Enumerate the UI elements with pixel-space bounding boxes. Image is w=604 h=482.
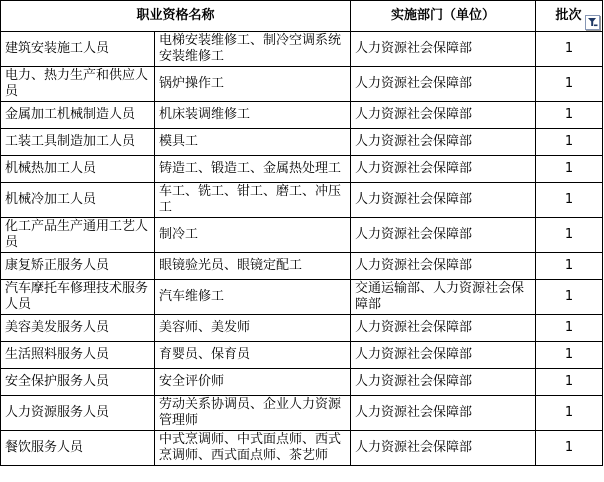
- table-row: [1, 315, 603, 342]
- header-row: [1, 1, 603, 32]
- cell-qualification[interactable]: 制冷工: [155, 218, 351, 253]
- cell-category[interactable]: 生活照料服务人员: [1, 342, 155, 369]
- cell-department[interactable]: 人力资源社会保障部: [351, 67, 536, 102]
- table-row: [1, 183, 603, 218]
- cell-department[interactable]: 人力资源社会保障部: [351, 342, 536, 369]
- cell-department[interactable]: 交通运输部、人力资源社会保障部: [351, 280, 536, 315]
- cell-batch[interactable]: 1: [536, 67, 603, 102]
- table-row: [1, 102, 603, 129]
- cell-category[interactable]: 建筑安装施工人员: [1, 32, 155, 67]
- autofilter-funnel-icon[interactable]: [585, 15, 600, 30]
- cell-batch[interactable]: 1: [536, 129, 603, 156]
- cell-batch[interactable]: 1: [536, 342, 603, 369]
- cell-qualification[interactable]: 模具工: [155, 129, 351, 156]
- cell-category[interactable]: 工装工具制造加工人员: [1, 129, 155, 156]
- cell-batch[interactable]: 1: [536, 315, 603, 342]
- cell-department[interactable]: 人力资源社会保障部: [351, 218, 536, 253]
- cell-department[interactable]: 人力资源社会保障部: [351, 315, 536, 342]
- cell-department[interactable]: 人力资源社会保障部: [351, 253, 536, 280]
- cell-qualification[interactable]: 美容师、美发师: [155, 315, 351, 342]
- table-row: [1, 32, 603, 67]
- cell-batch[interactable]: 1: [536, 396, 603, 431]
- cell-category[interactable]: 康复矫正服务人员: [1, 253, 155, 280]
- cell-qualification[interactable]: 铸造工、锻造工、金属热处理工: [155, 156, 351, 183]
- table-row: [1, 218, 603, 253]
- table-row: [1, 253, 603, 280]
- cell-category[interactable]: 安全保护服务人员: [1, 369, 155, 396]
- cell-category[interactable]: 机械冷加工人员: [1, 183, 155, 218]
- cell-department[interactable]: 人力资源社会保障部: [351, 396, 536, 431]
- table-row: [1, 342, 603, 369]
- cell-category[interactable]: 美容美发服务人员: [1, 315, 155, 342]
- header-batch: [536, 1, 603, 32]
- cell-qualification[interactable]: 中式烹调师、中式面点师、西式烹调师、西式面点师、茶艺师: [155, 431, 351, 466]
- cell-department[interactable]: 人力资源社会保障部: [351, 431, 536, 466]
- cell-department[interactable]: 人力资源社会保障部: [351, 369, 536, 396]
- table-row: [1, 156, 603, 183]
- cell-category[interactable]: 人力资源服务人员: [1, 396, 155, 431]
- cell-department[interactable]: 人力资源社会保障部: [351, 102, 536, 129]
- header-qualification-name: 职业资格名称: [1, 1, 351, 32]
- cell-qualification[interactable]: 车工、铣工、钳工、磨工、冲压工: [155, 183, 351, 218]
- cell-department[interactable]: 人力资源社会保障部: [351, 129, 536, 156]
- cell-batch[interactable]: 1: [536, 156, 603, 183]
- cell-qualification[interactable]: 安全评价师: [155, 369, 351, 396]
- table-body: [1, 32, 603, 466]
- cell-qualification[interactable]: 机床装调维修工: [155, 102, 351, 129]
- table-row: [1, 280, 603, 315]
- cell-qualification[interactable]: 劳动关系协调员、企业人力资源管理师: [155, 396, 351, 431]
- cell-category[interactable]: 汽车摩托车修理技术服务人员: [1, 280, 155, 315]
- cell-batch[interactable]: 1: [536, 102, 603, 129]
- header-department: 实施部门（单位）: [351, 1, 536, 32]
- cell-batch[interactable]: 1: [536, 280, 603, 315]
- cell-qualification[interactable]: 育婴员、保育员: [155, 342, 351, 369]
- table-row: [1, 396, 603, 431]
- cell-batch[interactable]: 1: [536, 183, 603, 218]
- cell-category[interactable]: 电力、热力生产和供应人员: [1, 67, 155, 102]
- cell-qualification[interactable]: 眼镜验光员、眼镜定配工: [155, 253, 351, 280]
- cell-department[interactable]: 人力资源社会保障部: [351, 156, 536, 183]
- table-row: [1, 369, 603, 396]
- cell-category[interactable]: 餐饮服务人员: [1, 431, 155, 466]
- cell-qualification[interactable]: 电梯安装维修工、制冷空调系统安装维修工: [155, 32, 351, 67]
- cell-qualification[interactable]: 汽车维修工: [155, 280, 351, 315]
- table-row: [1, 67, 603, 102]
- cell-batch[interactable]: 1: [536, 369, 603, 396]
- table-row: [1, 129, 603, 156]
- cell-department[interactable]: 人力资源社会保障部: [351, 32, 536, 67]
- cell-category[interactable]: 化工产品生产通用工艺人员: [1, 218, 155, 253]
- table-row: [1, 431, 603, 466]
- cell-batch[interactable]: 1: [536, 218, 603, 253]
- cell-qualification[interactable]: 锅炉操作工: [155, 67, 351, 102]
- cell-batch[interactable]: 1: [536, 32, 603, 67]
- header-batch-label: 批次: [555, 8, 582, 23]
- cell-category[interactable]: 金属加工机械制造人员: [1, 102, 155, 129]
- cell-batch[interactable]: 1: [536, 253, 603, 280]
- cell-category[interactable]: 机械热加工人员: [1, 156, 155, 183]
- cell-batch[interactable]: 1: [536, 431, 603, 466]
- cell-department[interactable]: 人力资源社会保障部: [351, 183, 536, 218]
